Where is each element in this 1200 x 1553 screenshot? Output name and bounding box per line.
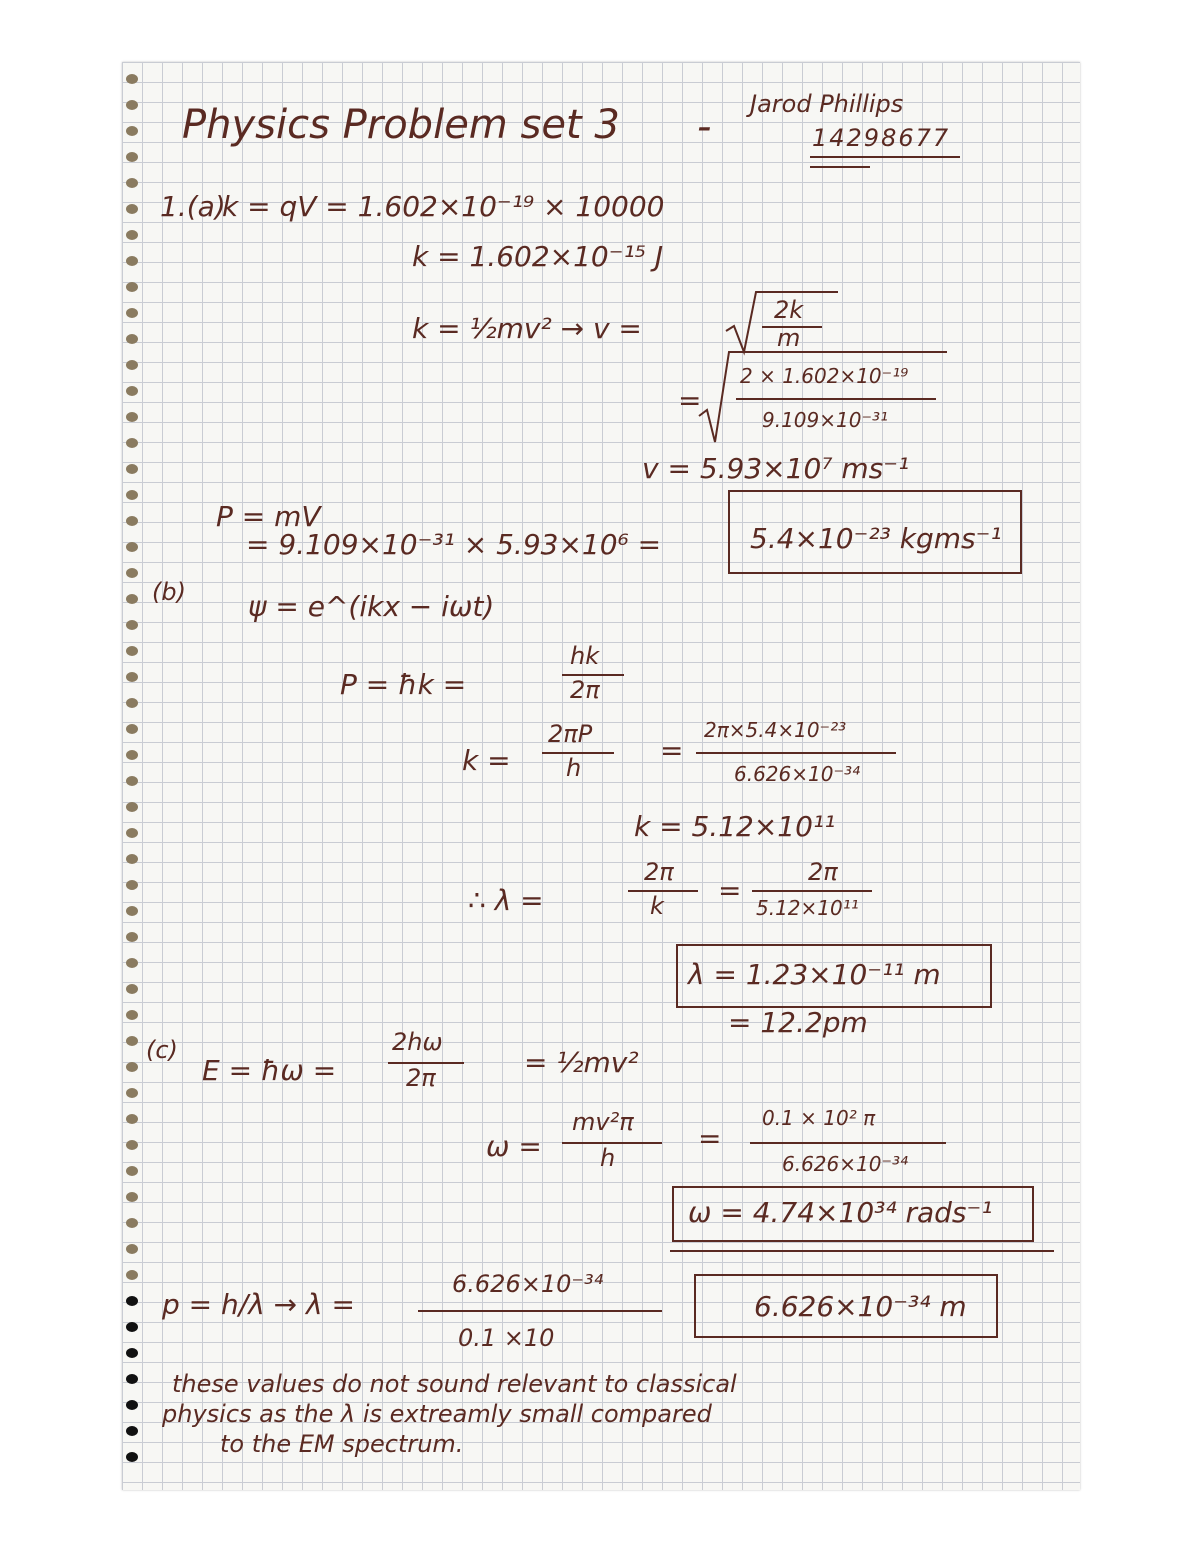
frac2-numerator: 2 × 1.602×10⁻¹⁹ xyxy=(740,364,909,388)
lambda-pm: = 12.2pm xyxy=(728,1006,868,1039)
p-frac-numerator: hk xyxy=(570,642,600,670)
part-a-line1: k = qV = 1.602×10⁻¹⁹ × 10000 xyxy=(222,190,665,223)
binding-hole xyxy=(126,802,138,812)
binding-hole xyxy=(126,360,138,370)
binding-hole xyxy=(126,204,138,214)
omega-frac2-numerator: 0.1 × 10² π xyxy=(762,1106,876,1130)
p-frac-denominator: 2π xyxy=(570,676,600,704)
omega-result: ω = 4.74×10³⁴ rads⁻¹ xyxy=(688,1196,993,1229)
debroglie-line: p = h/λ → λ = xyxy=(162,1288,355,1321)
binding-hole xyxy=(126,100,138,110)
binding-hole xyxy=(126,516,138,526)
part-b-label: (b) xyxy=(152,578,186,606)
binding-hole xyxy=(126,230,138,240)
momentum-result: 5.4×10⁻²³ kgms⁻¹ xyxy=(750,522,1002,555)
binding-hole xyxy=(126,698,138,708)
binding-hole xyxy=(126,984,138,994)
part-a-label: 1.(a) xyxy=(160,190,226,223)
lambda-line: ∴ λ = xyxy=(468,884,544,917)
k-frac-denominator: h xyxy=(566,754,582,782)
binding-hole xyxy=(126,880,138,890)
binding-hole xyxy=(126,256,138,266)
energy-frac-numerator: 2hω xyxy=(392,1028,443,1056)
binding-hole xyxy=(126,1192,138,1202)
comment-line-2: physics as the λ is extreamly small compared xyxy=(162,1400,712,1428)
binding-hole xyxy=(126,1270,138,1280)
lambda-eq-sign: = xyxy=(718,874,742,907)
id-underline-2 xyxy=(810,166,870,168)
binding-hole xyxy=(126,932,138,942)
binding-hole xyxy=(126,828,138,838)
binding-hole xyxy=(126,594,138,604)
lambda-frac-denominator: k xyxy=(650,892,664,920)
omega-frac2-bar xyxy=(750,1142,946,1144)
binding-hole xyxy=(126,906,138,916)
binding-hole xyxy=(126,542,138,552)
binding-hole xyxy=(126,776,138,786)
binding-hole xyxy=(126,438,138,448)
frac1-denominator: m xyxy=(777,324,801,352)
lambda-frac2-denominator: 5.12×10¹¹ xyxy=(756,896,859,920)
binding-hole xyxy=(126,1114,138,1124)
omega-eq-sign: = xyxy=(698,1122,722,1155)
velocity-result: v = 5.93×10⁷ ms⁻¹ xyxy=(642,452,910,485)
binding-hole xyxy=(126,386,138,396)
k-eq-sign: = xyxy=(660,734,684,767)
binding-hole xyxy=(126,1166,138,1176)
part-c-label: (c) xyxy=(146,1036,178,1064)
omega-frac-numerator: mv²π xyxy=(572,1108,634,1136)
binding-hole xyxy=(126,958,138,968)
db-frac-numerator: 6.626×10⁻³⁴ xyxy=(452,1270,604,1298)
db-frac-bar xyxy=(418,1310,662,1312)
binding-hole xyxy=(126,750,138,760)
binding-hole xyxy=(126,178,138,188)
omega-frac2-denominator: 6.626×10⁻³⁴ xyxy=(782,1152,909,1176)
energy-frac-denominator: 2π xyxy=(406,1064,436,1092)
db-frac-denominator: 0.1 ×10 xyxy=(458,1324,555,1352)
separator-line xyxy=(670,1250,1054,1252)
energy-equation: = ½mv² xyxy=(524,1046,639,1079)
frac1-numerator: 2k xyxy=(774,296,804,324)
binding-hole xyxy=(126,1140,138,1150)
binding-hole xyxy=(126,1322,138,1332)
binding-hole xyxy=(126,1088,138,1098)
binding-hole xyxy=(126,672,138,682)
part-a-line3: k = ½mv² → v = xyxy=(412,312,642,345)
binding-hole xyxy=(126,1426,138,1436)
omega-line: ω = xyxy=(486,1130,542,1163)
binding-hole xyxy=(126,620,138,630)
binding-hole xyxy=(126,1010,138,1020)
binding-hole xyxy=(126,1400,138,1410)
binding-hole xyxy=(126,412,138,422)
binding-hole xyxy=(126,1348,138,1358)
omega-frac-denominator: h xyxy=(600,1144,616,1172)
k-frac2-numerator: 2π×5.4×10⁻²³ xyxy=(704,718,847,742)
binding-hole xyxy=(126,1296,138,1306)
binding-hole xyxy=(126,724,138,734)
page-title: Physics Problem set 3 xyxy=(182,102,620,148)
student-id: 14298677 xyxy=(812,124,951,152)
binding-holes xyxy=(122,62,144,1490)
binding-hole xyxy=(126,1452,138,1462)
k-line: k = xyxy=(462,744,511,777)
comment-line-1: these values do not sound relevant to classical xyxy=(172,1370,737,1398)
k-frac-numerator: 2πP xyxy=(548,720,593,748)
notebook-page xyxy=(122,62,1080,1490)
binding-hole xyxy=(126,1374,138,1384)
frac2-bar xyxy=(736,398,936,400)
title-dash: - xyxy=(697,104,712,150)
k-result: k = 5.12×10¹¹ xyxy=(634,810,836,843)
author-name: Jarod Phillips xyxy=(750,90,904,118)
lambda-frac2-numerator: 2π xyxy=(808,858,838,886)
energy-line: E = ħω = xyxy=(202,1054,337,1087)
frac2-denominator: 9.109×10⁻³¹ xyxy=(762,408,889,432)
binding-hole xyxy=(126,152,138,162)
binding-hole xyxy=(126,568,138,578)
binding-hole xyxy=(126,854,138,864)
comment-line-3: to the EM spectrum. xyxy=(220,1430,464,1458)
binding-hole xyxy=(126,646,138,656)
momentum-definition: P = mV xyxy=(216,500,321,533)
k-frac2-denominator: 6.626×10⁻³⁴ xyxy=(734,762,861,786)
lambda-frac2-bar xyxy=(752,890,872,892)
binding-hole xyxy=(126,334,138,344)
binding-hole xyxy=(126,1036,138,1046)
binding-hole xyxy=(126,490,138,500)
eq-sign: = xyxy=(678,384,702,417)
lambda-frac-numerator: 2π xyxy=(644,858,674,886)
binding-hole xyxy=(126,1244,138,1254)
wavefunction: ψ = e^(ikx − iωt) xyxy=(248,590,495,623)
binding-hole xyxy=(126,126,138,136)
binding-hole xyxy=(126,74,138,84)
db-result: 6.626×10⁻³⁴ m xyxy=(754,1290,967,1323)
binding-hole xyxy=(126,282,138,292)
binding-hole xyxy=(126,464,138,474)
binding-hole xyxy=(126,1062,138,1072)
momentum-calculation: = 9.109×10⁻³¹ × 5.93×10⁶ = xyxy=(246,528,662,561)
lambda-result: λ = 1.23×10⁻¹¹ m xyxy=(688,958,941,991)
id-underline xyxy=(810,156,960,158)
binding-hole xyxy=(126,1218,138,1228)
binding-hole xyxy=(126,308,138,318)
p-line: P = ħk = xyxy=(340,668,467,701)
k-frac2-bar xyxy=(696,752,896,754)
part-a-line2: k = 1.602×10⁻¹⁵ J xyxy=(412,240,664,273)
